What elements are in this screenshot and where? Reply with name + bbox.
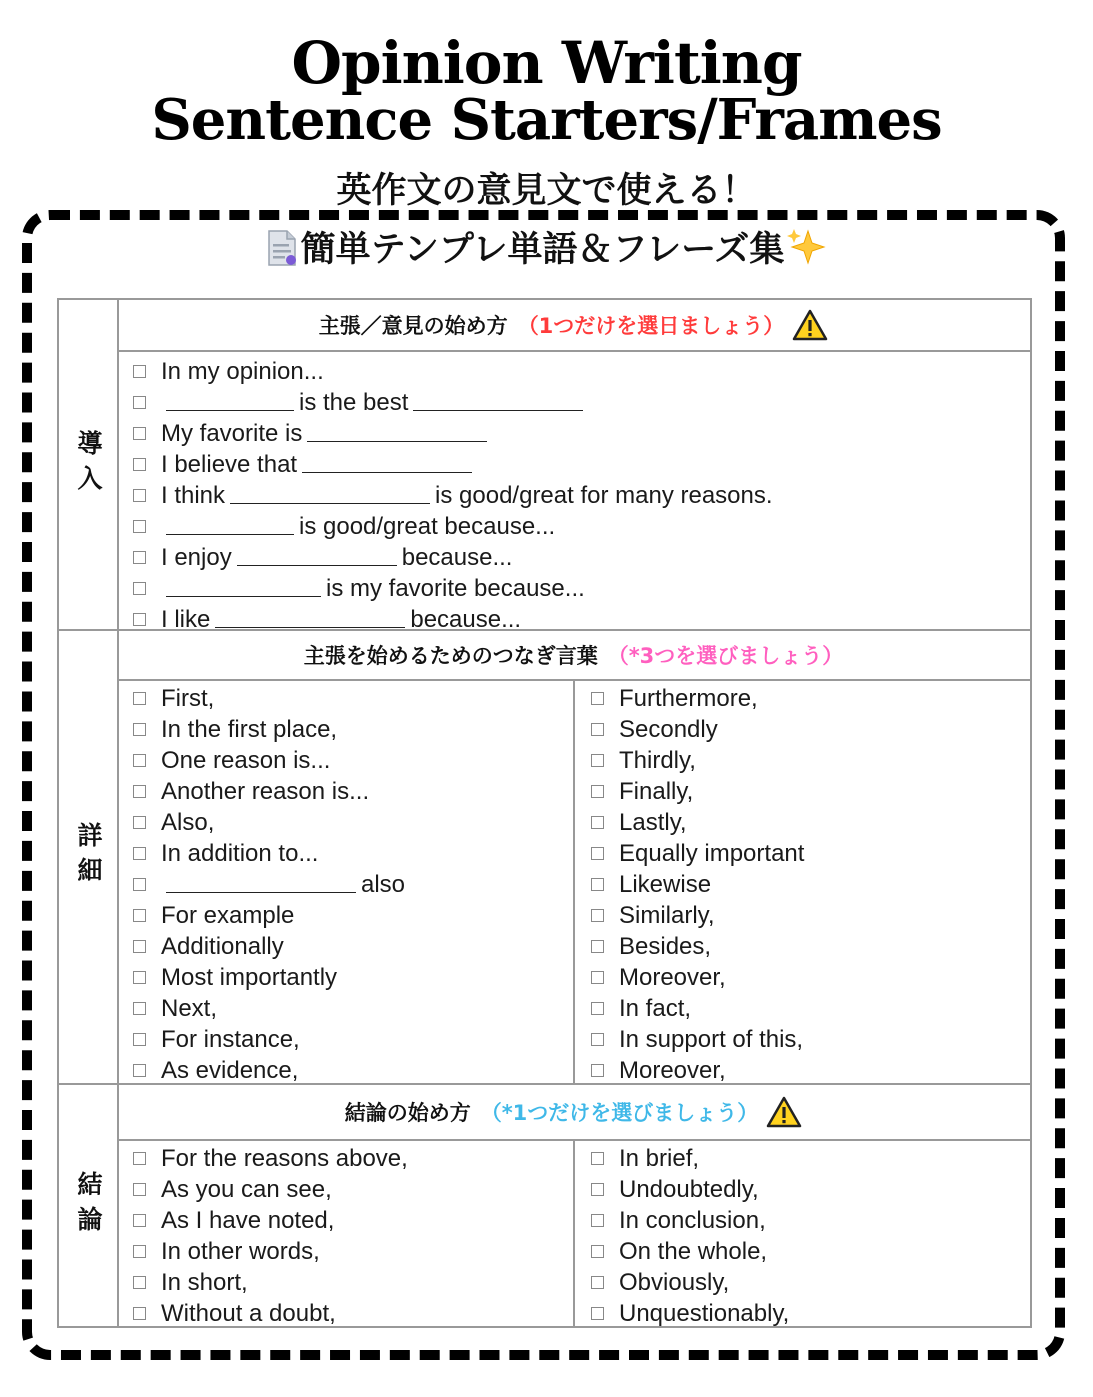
list-item [591,1205,1030,1236]
checkbox[interactable] [591,1002,604,1015]
list-item [591,807,1030,838]
item-text: I enjoy [161,543,232,571]
item-text: Additionally [161,932,284,960]
list-item [591,1024,1030,1055]
item-text: First, [161,684,215,712]
item-text: Likewise [619,870,712,898]
checkbox[interactable] [133,613,146,626]
checkbox[interactable] [133,1152,146,1165]
item-text: Similarly, [619,901,715,929]
checkbox[interactable] [133,396,146,409]
detail-right-list [591,683,1030,1086]
list-item [133,714,573,745]
item-text: because... [410,605,522,633]
checkbox[interactable] [133,785,146,798]
list-item [591,745,1030,776]
item-text: In my opinion... [161,357,324,385]
checkbox[interactable] [133,816,146,829]
fill-in-blank [166,876,356,893]
item-text: One reason is... [161,746,331,774]
checkbox[interactable] [133,878,146,891]
checkbox[interactable] [133,427,146,440]
checkbox[interactable] [133,692,146,705]
item-text: Finally, [619,777,694,805]
checkbox[interactable] [133,489,146,502]
checkbox[interactable] [133,723,146,736]
fill-in-blank [166,518,294,535]
item-text: Unquestionably, [619,1299,790,1327]
checkbox[interactable] [591,816,604,829]
list-item [133,776,573,807]
list-item [133,1236,573,1267]
section-body-conclusion [117,1141,1030,1326]
header-note: （1つだけを選日ましょう） [517,314,785,338]
item-text: On the whole, [619,1237,768,1265]
checkbox[interactable] [591,754,604,767]
item-text: Next, [161,994,218,1022]
item-text: Equally important [619,839,805,867]
checkbox[interactable] [133,971,146,984]
item-text: As evidence, [161,1056,299,1084]
section-header-conclusion [117,1085,1030,1141]
list-item [133,838,573,869]
list-item [591,1267,1030,1298]
item-text: As you can see, [161,1175,332,1203]
warning-icon [792,309,828,341]
checkbox[interactable] [133,940,146,953]
item-text: In fact, [619,994,692,1022]
list-item [133,573,1030,604]
list-item [133,1174,573,1205]
item-text: Moreover, [619,963,726,991]
checkbox[interactable] [591,847,604,860]
list-item [591,1174,1030,1205]
item-text: For the reasons above, [161,1144,408,1172]
conclusion-right-column [575,1141,1030,1326]
subtitle-line-2-text: 簡単テンプレ単語＆フレーズ集 [300,230,785,270]
section-detail [59,631,1030,1085]
item-text: Moreover, [619,1056,726,1084]
checkbox[interactable] [133,458,146,471]
section-label-cell [59,1085,119,1326]
list-item [591,869,1030,900]
list-item [591,683,1030,714]
detail-left-list [133,683,573,1086]
item-text: In brief, [619,1144,700,1172]
list-item [591,838,1030,869]
fill-in-blank [413,394,583,411]
list-item [133,1298,573,1329]
section-label-cell [59,300,119,629]
list-item [133,449,1030,480]
checkbox[interactable] [591,1276,604,1289]
checkbox[interactable] [133,847,146,860]
section-conclusion [59,1085,1030,1326]
item-text: is good/great for many reasons. [435,481,773,509]
item-text: In other words, [161,1237,320,1265]
list-item [133,745,573,776]
item-text: Lastly, [619,808,687,836]
header-note: （*3つを選びましょう） [607,644,844,668]
checkbox[interactable] [591,909,604,922]
checkbox[interactable] [591,1307,604,1320]
list-item [133,962,573,993]
checkbox[interactable] [133,1214,146,1227]
checkbox[interactable] [591,785,604,798]
title-line-1: Opinion Writing [291,29,802,97]
list-item [133,807,573,838]
section-intro [59,300,1030,631]
checkbox[interactable] [133,520,146,533]
list-item [133,1143,573,1174]
list-item [133,683,573,714]
fill-in-blank [166,394,294,411]
checkbox[interactable] [591,1064,604,1077]
item-text: For example [161,901,295,929]
list-item [133,1024,573,1055]
checkbox[interactable] [591,723,604,736]
list-item [133,869,573,900]
list-item [591,962,1030,993]
list-item [133,1205,573,1236]
item-text: Besides, [619,932,712,960]
fill-in-blank [307,425,487,442]
section-body-intro [117,352,1030,633]
item-text: Most importantly [161,963,338,991]
checkbox[interactable] [591,1152,604,1165]
item-text: is good/great because... [299,512,556,540]
intro-list [133,356,1030,635]
item-text: Secondly [619,715,718,743]
checkbox[interactable] [591,1183,604,1196]
list-item [133,356,1030,387]
item-text: Furthermore, [619,684,758,712]
header-text: 結論の始め方 [344,1101,471,1125]
checkbox[interactable] [133,909,146,922]
header-text: 主張を始めるためのつなぎ言葉 [303,644,598,668]
item-text: is my favorite because... [326,574,585,602]
section-label-intro: 導入 [74,429,103,500]
item-text: Also, [161,808,215,836]
item-text: is the best [299,388,409,416]
item-text: For instance, [161,1025,300,1053]
item-text: Without a doubt, [161,1299,336,1327]
warning-icon [766,1096,802,1128]
section-label-conclusion: 結論 [74,1170,103,1241]
item-text: Another reason is... [161,777,370,805]
item-text: In support of this, [619,1025,804,1053]
list-item [133,1055,573,1086]
checkbox[interactable] [133,1307,146,1320]
checkbox[interactable] [133,365,146,378]
fill-in-blank [215,611,405,628]
item-text: because... [401,543,513,571]
checkbox[interactable] [133,754,146,767]
item-text: I like [161,605,211,633]
checkbox[interactable] [133,1002,146,1015]
conclusion-left-list [133,1143,573,1329]
list-item [591,1298,1030,1329]
list-item [133,1267,573,1298]
detail-left-column [117,681,575,1083]
checkbox[interactable] [591,1033,604,1046]
list-item [591,1236,1030,1267]
list-item [591,1143,1030,1174]
list-item [591,900,1030,931]
section-header-intro [117,300,1030,352]
checkbox[interactable] [133,1245,146,1258]
conclusion-left-column [117,1141,575,1326]
list-item [133,900,573,931]
item-text: In the first place, [161,715,338,743]
section-label-detail: 詳細 [74,822,103,892]
phrase-table [57,298,1032,1328]
checkbox[interactable] [591,692,604,705]
item-text: As I have noted, [161,1206,335,1234]
intro-column [117,352,1030,633]
list-item [591,931,1030,962]
checkbox[interactable] [591,878,604,891]
fill-in-blank [237,549,397,566]
fill-in-blank [166,580,321,597]
subtitle-line-1: 英作文の意見文で使える！ [336,171,757,211]
fill-in-blank [302,456,472,473]
list-item [591,714,1030,745]
list-item [133,480,1030,511]
checkbox[interactable] [591,940,604,953]
item-text: In short, [161,1268,248,1296]
list-item [591,776,1030,807]
header-note: （*1つだけを選びましょう） [480,1101,759,1125]
checkbox[interactable] [133,1276,146,1289]
section-body-detail [117,681,1030,1083]
checkbox[interactable] [133,582,146,595]
item-text: I believe that [161,450,298,478]
item-text: In conclusion, [619,1206,766,1234]
conclusion-right-list [591,1143,1030,1329]
item-text: Obviously, [619,1268,730,1296]
header-text: 主張／意見の始め方 [318,314,508,338]
detail-right-column [575,681,1030,1083]
item-text: Undoubtedly, [619,1175,759,1203]
checkbox[interactable] [133,1064,146,1077]
list-item [591,1055,1030,1086]
list-item [133,387,1030,418]
checkbox[interactable] [133,551,146,564]
list-item [133,542,1030,573]
section-label-cell [59,631,119,1083]
list-item [133,931,573,962]
checkbox[interactable] [591,1214,604,1227]
list-item [133,511,1030,542]
checkbox[interactable] [133,1033,146,1046]
list-item [133,993,573,1024]
item-text: I think [161,481,226,509]
fill-in-blank [230,487,430,504]
item-text: also [361,870,406,898]
list-item [591,993,1030,1024]
item-text: My favorite is [161,419,303,447]
section-header-detail [117,631,1030,681]
list-item [133,418,1030,449]
item-text: In addition to... [161,839,319,867]
item-text: Thirdly, [619,746,696,774]
checkbox[interactable] [591,1245,604,1258]
checkbox[interactable] [133,1183,146,1196]
title-line-2: Sentence Starters/Frames [151,87,942,153]
checkbox[interactable] [591,971,604,984]
